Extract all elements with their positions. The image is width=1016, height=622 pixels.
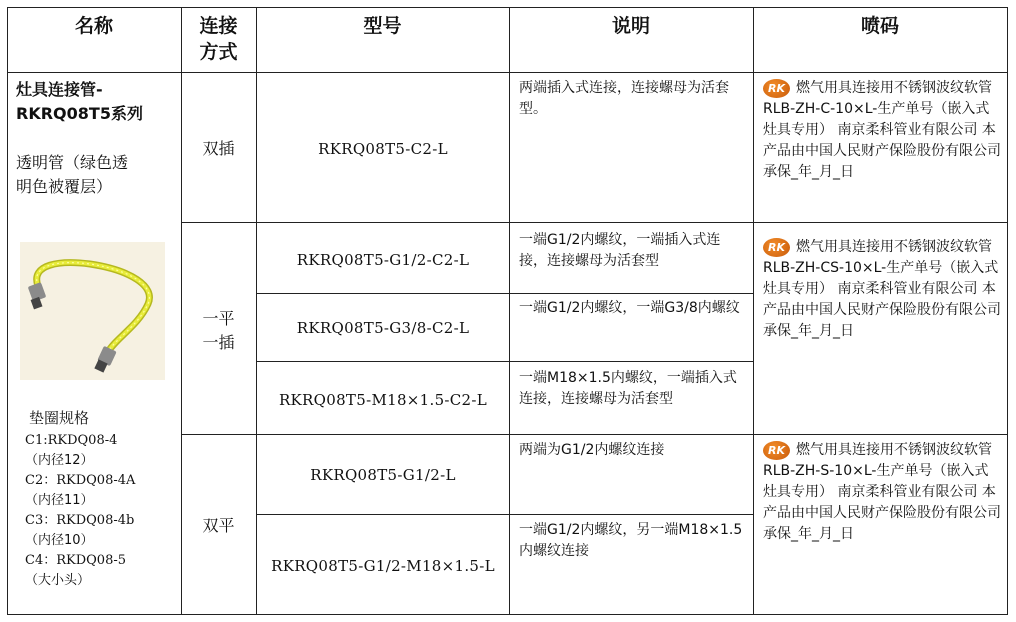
product-title-line2: RKRQ08T5系列	[16, 104, 143, 123]
hose-image	[20, 242, 165, 380]
spray-code-block	[763, 78, 1001, 183]
gasket-code: C2：RKDQ08-4A	[25, 473, 136, 488]
description-text: 一端G1/2内螺纹，另一端M18×1.5内螺纹连接	[519, 522, 743, 559]
gasket-item	[25, 431, 135, 451]
header-name: 名称	[74, 15, 113, 37]
spray-code-block	[763, 237, 1001, 342]
gasket-size: （内径12）	[25, 453, 94, 468]
gasket-list	[25, 431, 135, 591]
connection-flat-plug-2: 一插	[202, 333, 235, 352]
gasket-size: （内径10）	[25, 533, 94, 548]
row-divider-g2-1	[257, 293, 753, 294]
col-divider-2	[256, 7, 257, 615]
gasket-size: （内径11）	[25, 493, 94, 508]
logo-icon: RK	[763, 79, 790, 98]
col-divider-3	[509, 7, 510, 615]
header-divider	[7, 72, 1008, 73]
model-code: RKRQ08T5-C2-L	[318, 140, 448, 158]
gasket-item	[25, 551, 135, 571]
connection-double-plug: 双插	[202, 139, 235, 158]
header-description: 说明	[611, 15, 650, 37]
description-text: 两端插入式连接，连接螺母为活套型。	[519, 80, 729, 117]
table-border-bottom	[7, 614, 1008, 615]
row-divider-g3-1	[257, 514, 753, 515]
logo-icon: RK	[763, 238, 790, 257]
spray-code-text: 燃气用具连接用不锈钢波纹软管 RLB-ZH-C-10×L-生产单号（嵌入式灶具专用） 南京柔科管业有限公司 本产品由中国人民财产保险股份有限公司承保_年_月_日	[763, 80, 1001, 180]
header-model: 型号	[363, 15, 402, 37]
group-divider-2	[181, 434, 1008, 435]
product-title-line1: 灶具连接管-	[16, 80, 103, 99]
yellow-braided-hose-icon	[20, 242, 165, 380]
product-material-line1: 透明管（绿色透	[16, 153, 129, 172]
model-code: RKRQ08T5-G1/2-L	[310, 466, 456, 484]
spray-code-text: 燃气用具连接用不锈钢波纹软管 RLB-ZH-CS-10×L-生产单号（嵌入式灶具专用） 南京柔科管业有限公司 本产品由中国人民财产保险股份有限公司承保_年_月_日	[763, 239, 1001, 339]
model-code: RKRQ08T5-G3/8-C2-L	[296, 319, 470, 337]
header-connection-2: 方式	[199, 41, 238, 63]
gasket-title: 垫圈规格	[29, 409, 90, 427]
gasket-code: C4：RKDQ08-5	[25, 553, 127, 568]
group-divider-1	[181, 222, 1008, 223]
gasket-item	[25, 491, 135, 511]
description-text: 一端G1/2内螺纹，一端插入式连接，连接螺母为活套型	[519, 232, 721, 269]
model-code: RKRQ08T5-M18×1.5-C2-L	[278, 391, 488, 409]
row-divider-g2-2	[257, 361, 753, 362]
model-code: RKRQ08T5-G1/2-C2-L	[296, 251, 470, 269]
connection-double-flat: 双平	[202, 516, 235, 535]
header-spray-code: 喷码	[860, 15, 899, 37]
col-divider-4	[753, 7, 754, 615]
header-connection-1: 连接	[199, 15, 238, 37]
description-text: 一端G1/2内螺纹，一端G3/8内螺纹	[519, 300, 740, 316]
logo-icon: RK	[763, 441, 790, 460]
description-text: 两端为G1/2内螺纹连接	[519, 442, 665, 458]
gasket-code: C1:RKDQ08-4	[25, 433, 118, 448]
description-text: 一端M18×1.5内螺纹，一端插入式连接，连接螺母为活套型	[519, 370, 737, 407]
gasket-item	[25, 471, 135, 491]
spray-code-text: 燃气用具连接用不锈钢波纹软管 RLB-ZH-S-10×L-生产单号（嵌入式灶具专用） 南京柔科管业有限公司 本产品由中国人民财产保险股份有限公司承保_年_月_日	[763, 442, 1001, 542]
product-material-line2: 明色被覆层）	[16, 177, 113, 196]
gasket-item	[25, 451, 135, 471]
gasket-size: （大小头）	[25, 573, 91, 588]
gasket-item	[25, 571, 135, 591]
table-border-left	[7, 7, 8, 615]
gasket-item	[25, 511, 135, 531]
connection-flat-plug-1: 一平	[202, 309, 235, 328]
gasket-code: C3：RKDQ08-4b	[25, 513, 135, 528]
model-code: RKRQ08T5-G1/2-M18×1.5-L	[271, 557, 495, 575]
table-border-top	[7, 7, 1008, 8]
table-border-right	[1007, 7, 1008, 615]
spray-code-block	[763, 440, 1001, 545]
gasket-item	[25, 531, 135, 551]
